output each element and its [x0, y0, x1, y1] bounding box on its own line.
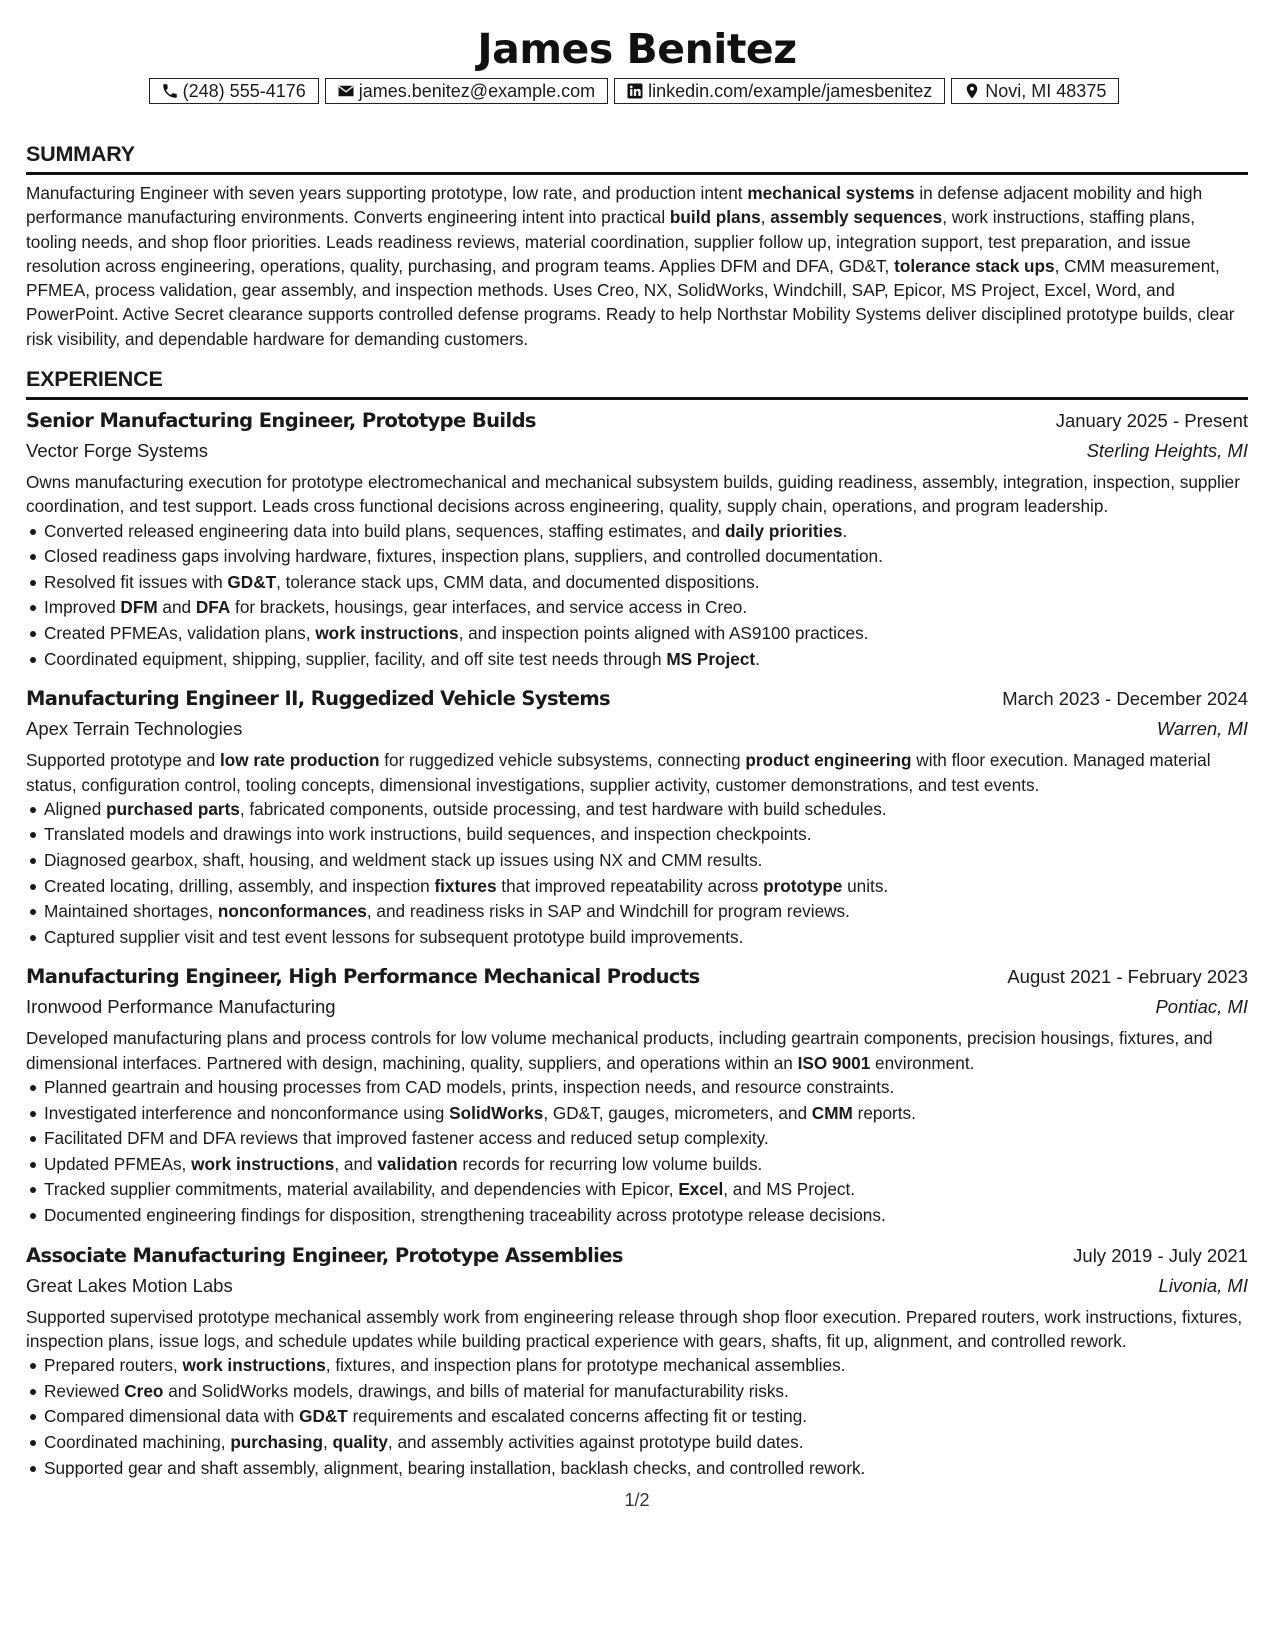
email-address: james.benitez@example.com	[358, 80, 596, 101]
bullet-item: Tracked supplier commitments, material availability, and dependencies with Epicor, Excel, and MS Project.	[44, 1177, 1248, 1203]
candidate-name: James Benitez	[477, 25, 797, 73]
job-subheader	[26, 714, 1248, 744]
job-header	[26, 962, 1248, 992]
bullet-item: Diagnosed gearbox, shaft, housing, and weldment stack up issues using NX and CMM results.	[44, 848, 1248, 874]
bullet-item: Coordinated equipment, shipping, supplier, facility, and off site test needs through MS Project.	[44, 647, 1248, 673]
bullet-item: Aligned purchased parts, fabricated components, outside processing, and test hardware with build schedules.	[44, 797, 1248, 823]
job-entry	[26, 962, 1248, 1228]
job-summary: Supported supervised prototype mechanical assembly work from engineering release through shop floor execution. Prepared routers, work instructions, fixtures, inspection plans, issue logs, and schedule updates while building practical experience with gears, shafts, fit up, alignment, and controlled rework.	[26, 1306, 1243, 1351]
location-text: Novi, MI 48375	[985, 80, 1107, 101]
bullet-item: Compared dimensional data with GD&T requirements and escalated concerns affecting fit or testing.	[44, 1404, 1248, 1430]
phone-number: (248) 555-4176	[182, 80, 306, 101]
bullet-item: Converted released engineering data into build plans, sequences, staffing estimates, and daily priorities.	[44, 519, 1248, 545]
job-bullets	[26, 1075, 1248, 1229]
job-bullets	[26, 519, 1248, 673]
job-bullets	[26, 1353, 1248, 1481]
job-dates: January 2025 - Present	[1055, 410, 1248, 432]
bullet-item: Captured supplier visit and test event lessons for subsequent prototype build improvements.	[44, 925, 1248, 951]
job-header	[26, 406, 1248, 436]
linkedin-url: linkedin.com/example/jamesbenitez	[648, 80, 933, 101]
job-location: Livonia, MI	[1158, 1274, 1248, 1296]
bullet-item: Created PFMEAs, validation plans, work instructions, and inspection points aligned with AS9100 practices.	[44, 621, 1248, 647]
bullet-item: Resolved fit issues with GD&T, tolerance stack ups, CMM data, and documented dispositions.	[44, 570, 1248, 596]
bullet-item: Created locating, drilling, assembly, and inspection fixtures that improved repeatability across prototype units.	[44, 874, 1248, 900]
experience-heading: EXPERIENCE	[26, 365, 1248, 400]
contact-location[interactable]	[951, 78, 1119, 104]
job-title: Manufacturing Engineer II, Ruggedized Vehicle Systems	[26, 687, 611, 711]
job-location: Pontiac, MI	[1155, 996, 1248, 1018]
job-title: Senior Manufacturing Engineer, Prototype Builds	[26, 409, 536, 433]
job-location: Sterling Heights, MI	[1086, 440, 1248, 462]
job-dates: March 2023 - December 2024	[1002, 688, 1248, 710]
job-title: Manufacturing Engineer, High Performance Mechanical Products	[26, 965, 700, 989]
job-header	[26, 1241, 1248, 1271]
job-subheader	[26, 1271, 1248, 1301]
contact-email[interactable]	[325, 78, 608, 104]
job-entry	[26, 406, 1248, 672]
bullet-item: Prepared routers, work instructions, fixtures, and inspection plans for prototype mechanical assemblies.	[44, 1353, 1248, 1379]
summary-text: Manufacturing Engineer with seven years supporting prototype, low rate, and production intent mechanical systems in defense adjacent mobility and high performance manufacturing environments. Converts engineering intent into practical build plans, assembly sequences, work instructions, staffing plans, tooling needs, and shop floor priorities. Leads readiness reviews, material coordination, supplier follow up, integration support, test preparation, and issue resolution across engineering, operations, quality, purchasing, and program teams. Applies DFM and DFA, GD&T, tolerance stack ups, CMM measurement, PFMEA, process validation, gear assembly, and inspection methods. Uses Creo, NX, SolidWorks, Windchill, SAP, Epicor, MS Project, Excel, Word, and PowerPoint. Active Secret clearance supports controlled defense programs. Ready to help Northstar Mobility Systems deliver disciplined prototype builds, clear risk visibility, and dependable hardware for demanding customers.	[26, 183, 1235, 349]
bullet-item: Translated models and drawings into work instructions, build sequences, and inspection checkpoints.	[44, 822, 1248, 848]
bullet-item: Investigated interference and nonconformance using SolidWorks, GD&T, gauges, micrometers, and CMM reports.	[44, 1101, 1248, 1127]
job-dates: August 2021 - February 2023	[1007, 966, 1248, 988]
resume-page	[26, 0, 1248, 1510]
envelope-icon	[337, 82, 355, 100]
company-name: Ironwood Performance Manufacturing	[26, 996, 336, 1018]
bullet-item: Facilitated DFM and DFA reviews that improved fastener access and reduced setup complexity.	[44, 1126, 1248, 1152]
job-subheader	[26, 436, 1248, 466]
company-name: Apex Terrain Technologies	[26, 718, 243, 740]
map-pin-icon	[963, 82, 981, 100]
job-subheader	[26, 992, 1248, 1022]
job-summary: Supported prototype and low rate production for ruggedized vehicle subsystems, connecting product engineering with floor execution. Managed material status, configuration control, tooling concepts, dimensional investigations, supplier activity, customer demonstrations, and test events.	[26, 750, 1211, 795]
contact-phone[interactable]	[149, 78, 319, 104]
contact-bar	[20, 78, 1248, 104]
bullet-item: Planned geartrain and housing processes from CAD models, prints, inspection needs, and resource constraints.	[44, 1075, 1248, 1101]
job-entry	[26, 684, 1248, 950]
job-summary: Developed manufacturing plans and process controls for low volume mechanical products, including geartrain components, precision housings, fixtures, and dimensional interfaces. Partnered with design, machining, quality, suppliers, and operations within an ISO 9001 environment.	[26, 1028, 1213, 1073]
bullet-item: Supported gear and shaft assembly, alignment, bearing installation, backlash checks, and controlled rework.	[44, 1456, 1248, 1482]
bullet-item: Coordinated machining, purchasing, quality, and assembly activities against prototype build dates.	[44, 1430, 1248, 1456]
job-title: Associate Manufacturing Engineer, Prototype Assemblies	[26, 1243, 623, 1267]
job-dates: July 2019 - July 2021	[1073, 1244, 1248, 1266]
company-name: Great Lakes Motion Labs	[26, 1274, 233, 1296]
bullet-item: Improved DFM and DFA for brackets, housings, gear interfaces, and service access in Creo.	[44, 595, 1248, 621]
summary-heading: SUMMARY	[26, 140, 1248, 175]
job-summary: Owns manufacturing execution for prototype electromechanical and mechanical subsystem builds, guiding readiness, assembly, integration, inspection, supplier coordination, and test support. Leads cross functional decisions across engineering, quality, supply chain, operations, and program leadership.	[26, 472, 1240, 517]
linkedin-icon	[626, 82, 644, 100]
page-number: 1/2	[624, 1490, 650, 1510]
contact-linkedin[interactable]	[614, 78, 945, 104]
bullet-item: Updated PFMEAs, work instructions, and validation records for recurring low volume builds.	[44, 1152, 1248, 1178]
phone-icon	[161, 82, 179, 100]
company-name: Vector Forge Systems	[26, 440, 208, 462]
job-entry	[26, 1241, 1248, 1482]
bullet-item: Reviewed Creo and SolidWorks models, drawings, and bills of material for manufacturability risks.	[44, 1379, 1248, 1405]
bullet-item: Closed readiness gaps involving hardware, fixtures, inspection plans, suppliers, and controlled documentation.	[44, 544, 1248, 570]
job-header	[26, 684, 1248, 714]
experience-list	[26, 406, 1248, 1481]
job-location: Warren, MI	[1156, 718, 1248, 740]
bullet-item: Maintained shortages, nonconformances, and readiness risks in SAP and Windchill for program reviews.	[44, 899, 1248, 925]
bullet-item: Documented engineering findings for disposition, strengthening traceability across prototype release decisions.	[44, 1203, 1248, 1229]
job-bullets	[26, 797, 1248, 951]
